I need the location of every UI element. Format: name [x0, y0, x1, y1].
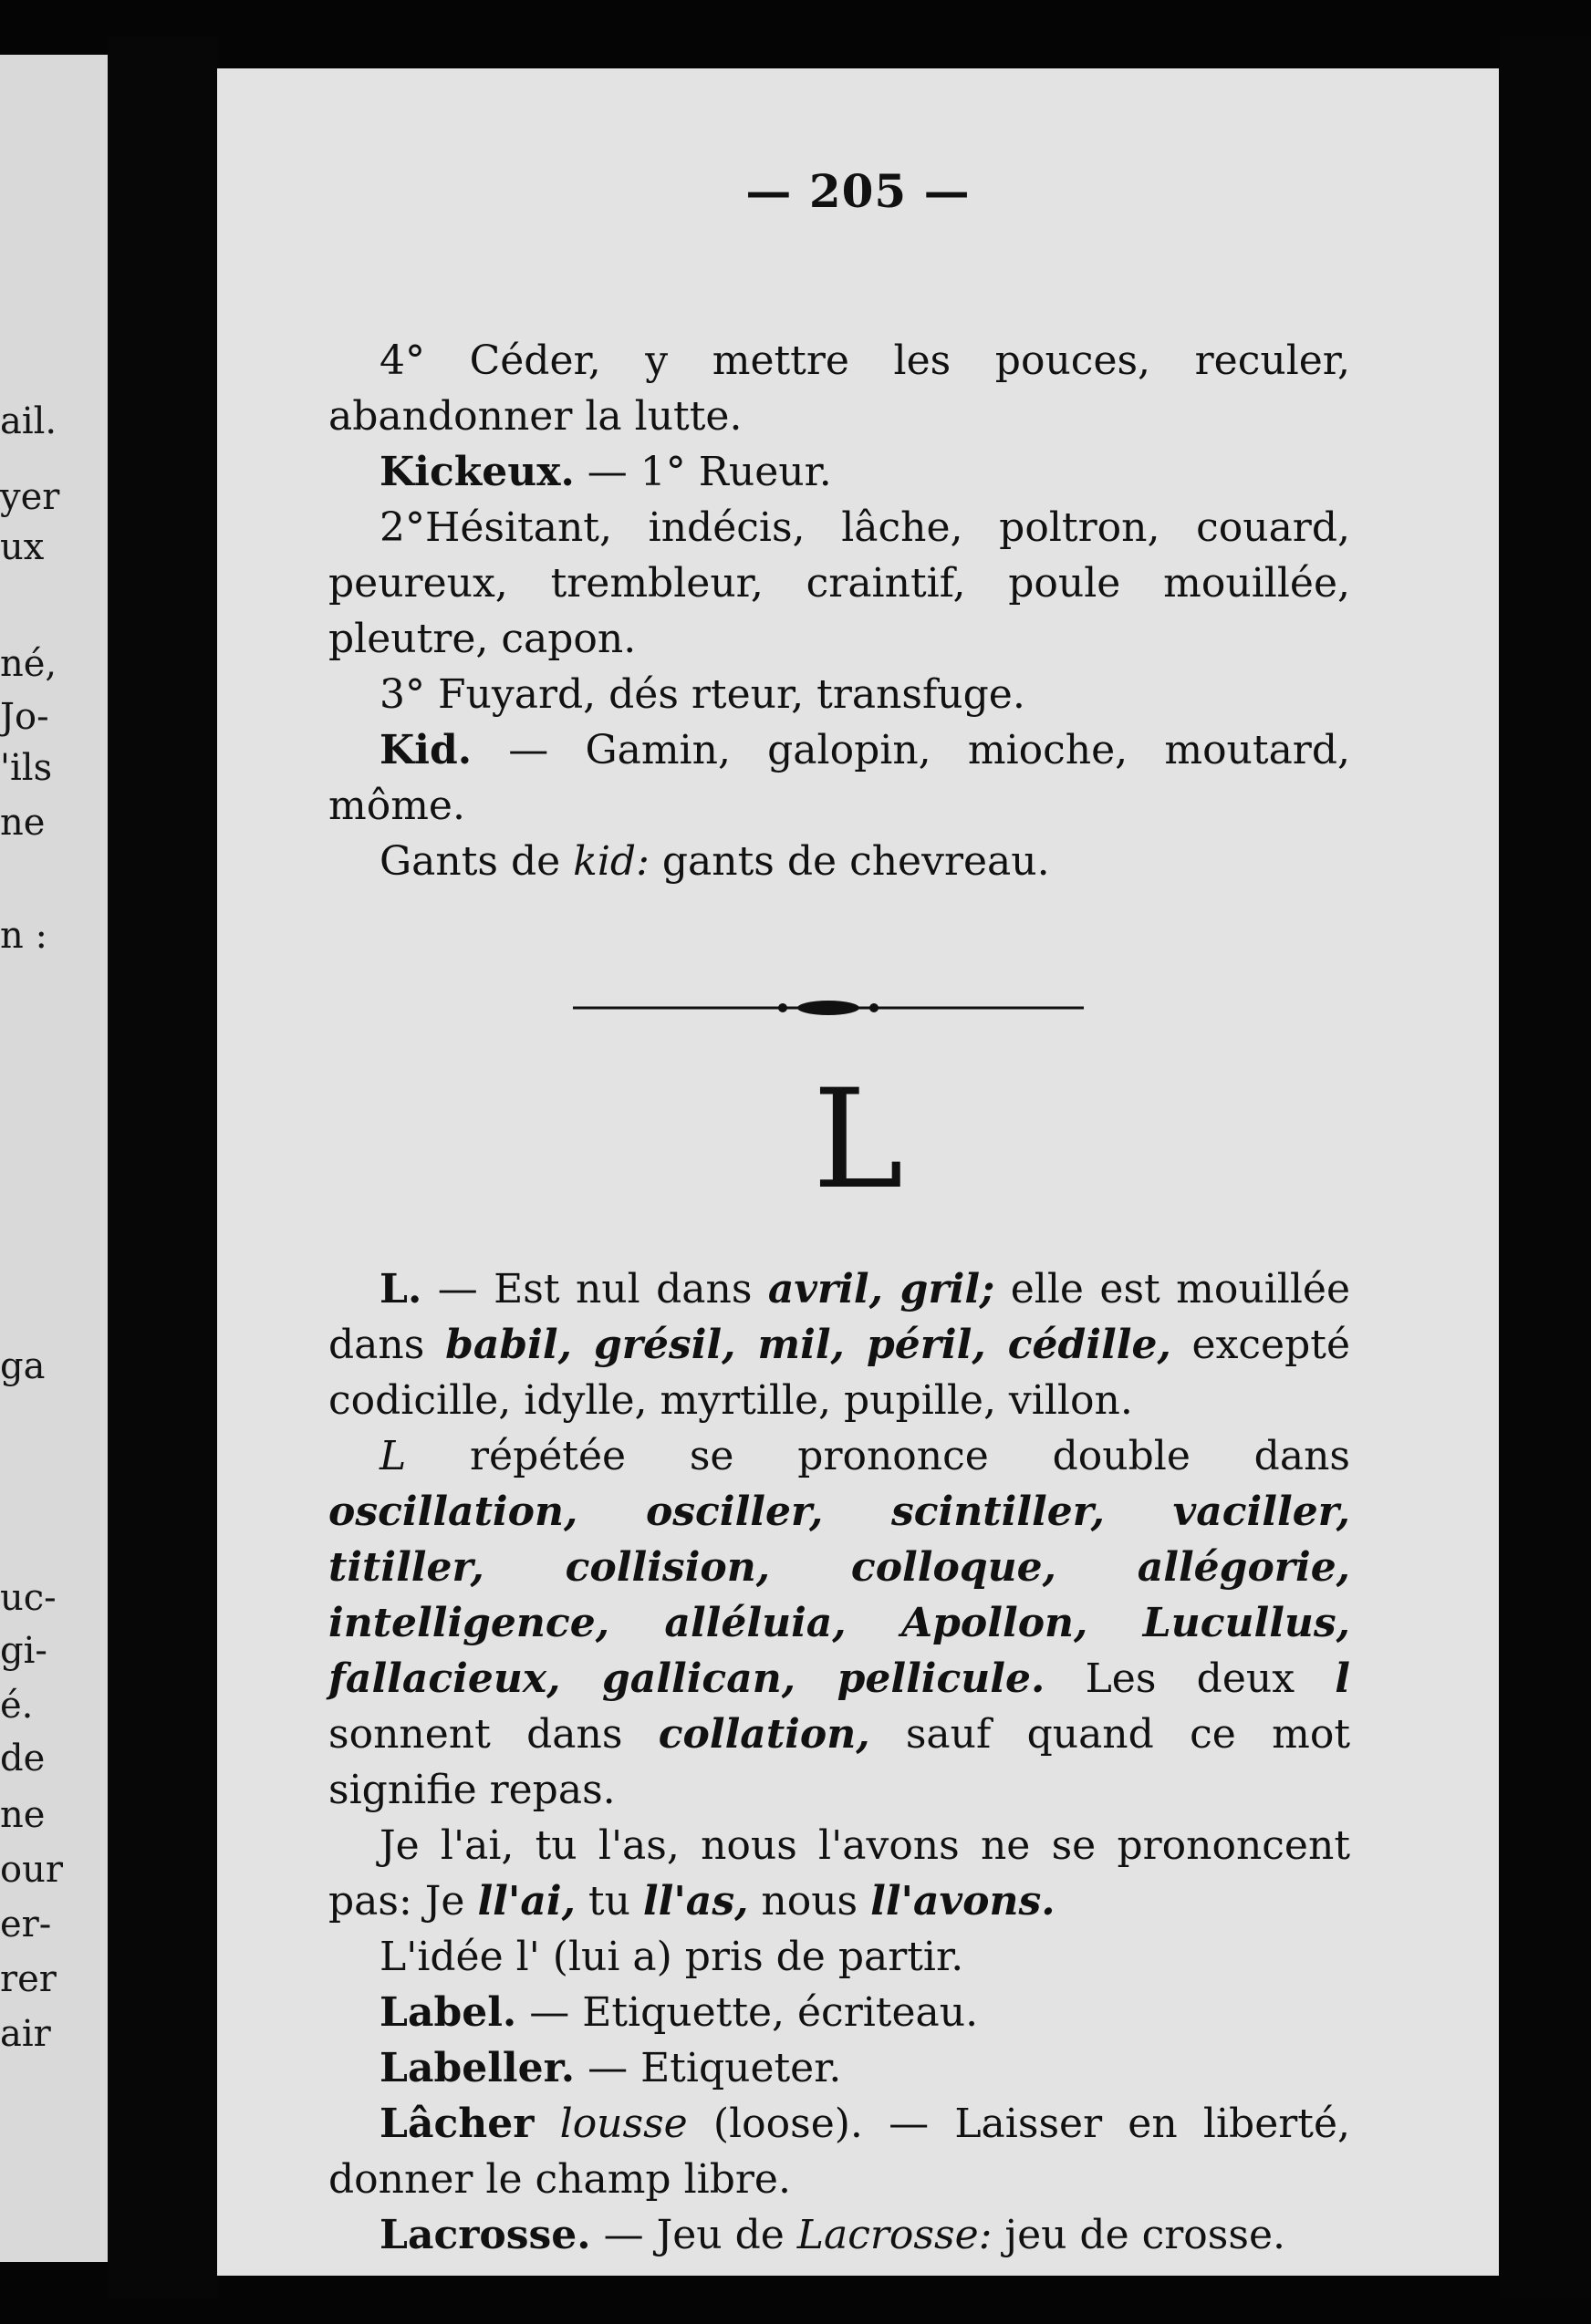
- entry-paragraph: [328, 834, 1350, 889]
- scan-right-edge: [1499, 36, 1591, 2298]
- bold-italic-run: babil, grésil, mil, péril, cédille,: [445, 1322, 1171, 1368]
- prev-fragment: né,: [0, 643, 57, 685]
- text-run: elle est mouillée dans: [328, 1266, 1350, 1368]
- text-run: Les deux: [1045, 1655, 1336, 1702]
- bold-italic-run: avril, gril;: [767, 1266, 995, 1312]
- entry-label: [328, 1985, 1350, 2040]
- prev-fragment: ga: [0, 1345, 46, 1387]
- bold-italic-run: ll'as,: [642, 1878, 749, 1925]
- prev-fragment: Jo-: [0, 696, 49, 738]
- entry-labeller: [328, 2040, 1350, 2096]
- headword: L.: [380, 1266, 422, 1312]
- entry-paragraph: [328, 1428, 1350, 1818]
- entry-paragraph: [328, 1818, 1350, 1929]
- definition: — Gamin, galopin, mioche, moutard, môme.: [328, 727, 1350, 829]
- entries-k: [328, 333, 1350, 889]
- text-run: — Est nul dans: [421, 1266, 768, 1312]
- bold-italic-run: ll'avons.: [870, 1878, 1055, 1925]
- italic-run: kid:: [573, 838, 650, 885]
- book-gutter: [108, 36, 217, 2298]
- entries-l: [328, 1261, 1350, 2263]
- page-205: [217, 68, 1499, 2276]
- entry-paragraph: [328, 1929, 1350, 1985]
- entry-paragraph: [328, 500, 1350, 667]
- prev-fragment: é.: [0, 1685, 34, 1727]
- page-number: — 205 —: [745, 164, 971, 218]
- previous-page-edge: [0, 55, 108, 2262]
- text-run: répétée se prononce double dans: [406, 1433, 1350, 1479]
- definition: — 1° Rueur.: [574, 449, 832, 495]
- prev-fragment: gi-: [0, 1630, 47, 1672]
- headword: Kickeux.: [380, 449, 575, 495]
- entry-paragraph: [328, 667, 1350, 722]
- bold-italic-run: ll'ai,: [477, 1878, 576, 1925]
- paragraph-text: L'idée l' (lui a) pris de partir.: [380, 1934, 964, 1980]
- text-run: gants de chevreau.: [649, 838, 1050, 885]
- headword: Lacrosse.: [380, 2212, 591, 2258]
- text-run: excepté codicille, idylle, myrtille, pupille, villon.: [328, 1322, 1350, 1424]
- prev-fragment: er-: [0, 1904, 52, 1945]
- prev-fragment: ne: [0, 802, 46, 844]
- definition: (loose). — Laisser en liberté, donner le champ libre.: [328, 2101, 1350, 2203]
- prev-fragment: de: [0, 1738, 46, 1779]
- prev-fragment: n :: [0, 915, 47, 957]
- prev-fragment: uc-: [0, 1577, 57, 1619]
- paragraph-text: 4° Céder, y mettre les pouces, reculer, abandonner la lutte.: [328, 337, 1350, 440]
- paragraph-text: 3° Fuyard, dés rteur, transfuge.: [380, 671, 1025, 718]
- text-run: tu: [575, 1878, 643, 1925]
- section-divider-ornament: [573, 994, 1084, 1022]
- italic-run: Lacrosse:: [796, 2212, 993, 2258]
- entry-lacher: [328, 2096, 1350, 2207]
- text-run: Je l'ai, tu l'as, nous l'avons ne se prononcent pas: Je: [328, 1822, 1350, 1925]
- entry-paragraph: [328, 333, 1350, 444]
- entry-lacrosse: [328, 2207, 1350, 2263]
- text-run: nous: [748, 1878, 871, 1925]
- bold-italic-run: collation,: [658, 1711, 870, 1758]
- prev-fragment: ail.: [0, 400, 57, 442]
- italic-run: lousse: [534, 2101, 688, 2147]
- entry-kickeux: [328, 444, 1350, 500]
- prev-fragment: 'ils: [0, 747, 53, 789]
- prev-fragment: yer: [0, 476, 60, 518]
- prev-fragment: air: [0, 2013, 51, 2055]
- text-run: sauf quand ce mot signifie repas.: [328, 1711, 1350, 1813]
- prev-fragment: ne: [0, 1794, 46, 1836]
- prev-fragment: ux: [0, 526, 45, 568]
- bold-italic-run: oscillation, osciller, scintiller, vaciller, titiller, collision, colloque, allégorie, intelligence, alléluia, Apollon, Lucullus, fallacieux, gallican, pellicule.: [328, 1489, 1350, 1702]
- entry-kid: [328, 722, 1350, 834]
- definition: — Etiqueter.: [575, 2045, 842, 2091]
- paragraph-text: 2°Hésitant, indécis, lâche, poltron, couard, peureux, trembleur, craintif, poule mouillée, pleutre, capon.: [328, 504, 1350, 662]
- prev-fragment: rer: [0, 1958, 57, 2000]
- section-letter: L: [812, 1061, 904, 1219]
- headword: Lâcher: [380, 2101, 535, 2147]
- italic-run: L: [380, 1433, 407, 1479]
- text-run: sonnent dans: [328, 1711, 659, 1758]
- entry-l: [328, 1261, 1350, 1428]
- text-run: — Jeu de: [590, 2212, 797, 2258]
- prev-fragment: our: [0, 1849, 63, 1891]
- text-run: jeu de crosse.: [992, 2212, 1285, 2258]
- text-run: Gants de: [380, 838, 574, 885]
- headword: Label.: [380, 1989, 517, 2036]
- definition: — Etiquette, écriteau.: [516, 1989, 979, 2036]
- headword: Kid.: [380, 727, 473, 773]
- bold-italic-run: l: [1335, 1655, 1350, 1702]
- headword: Labeller.: [380, 2045, 576, 2091]
